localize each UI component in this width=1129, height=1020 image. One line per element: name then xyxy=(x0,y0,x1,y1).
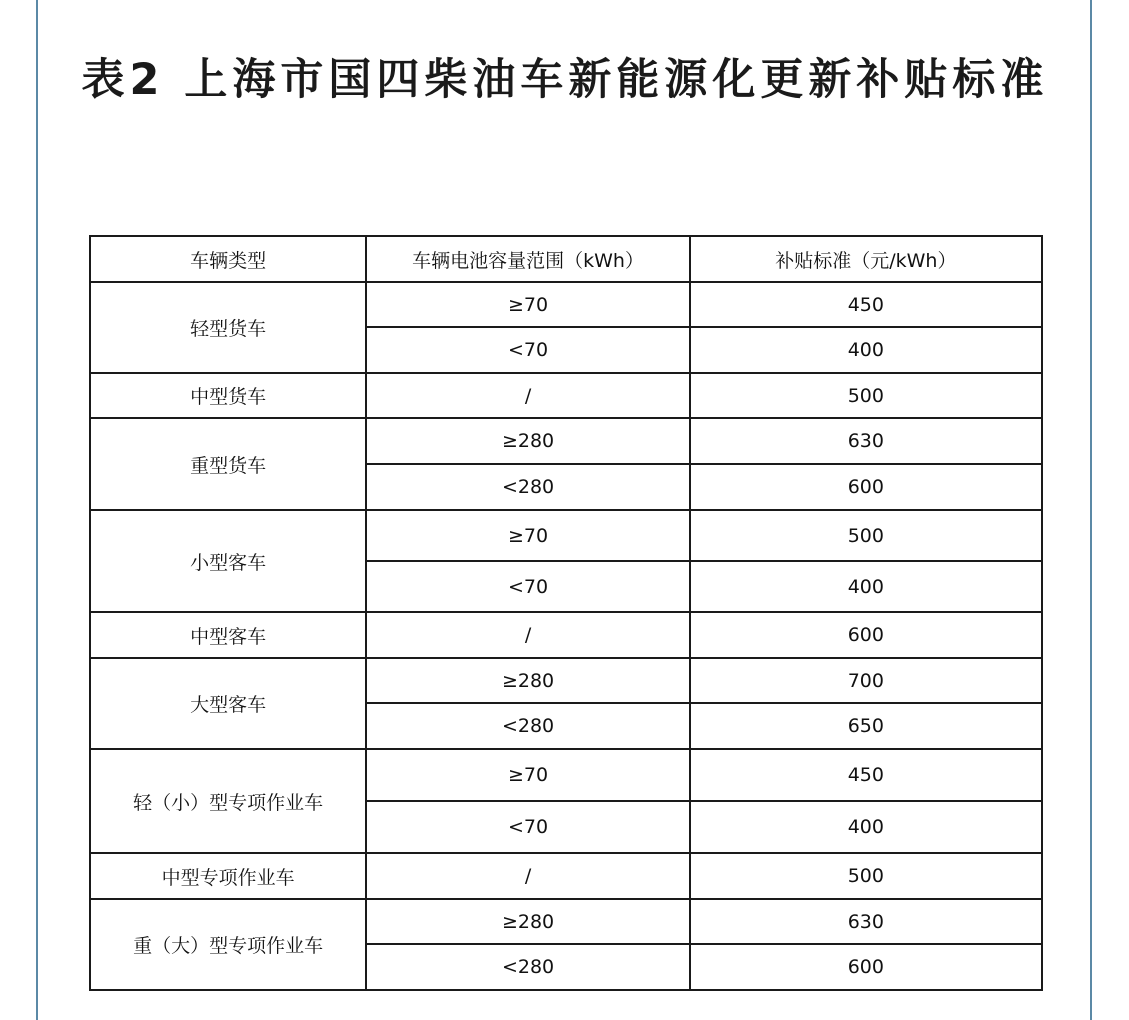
header-subsidy-standard: 补贴标准（元/kWh） xyxy=(690,236,1042,282)
table-row xyxy=(90,510,1042,561)
subsidy-value-cell: 400 xyxy=(690,327,1042,373)
table-header-row xyxy=(90,236,1042,282)
subsidy-value-cell: 600 xyxy=(690,464,1042,510)
vehicle-type-cell: 中型客车 xyxy=(90,612,366,658)
subsidy-value-cell: 400 xyxy=(690,801,1042,853)
battery-range-cell: <70 xyxy=(366,327,689,373)
header-vehicle-type: 车辆类型 xyxy=(90,236,366,282)
battery-range-cell: <280 xyxy=(366,703,689,749)
vehicle-type-cell: 小型客车 xyxy=(90,510,366,612)
subsidy-value-cell: 650 xyxy=(690,703,1042,749)
header-battery-range: 车辆电池容量范围（kWh） xyxy=(366,236,689,282)
vehicle-type-cell: 重型货车 xyxy=(90,418,366,510)
subsidy-value-cell: 500 xyxy=(690,510,1042,561)
vehicle-type-cell: 轻型货车 xyxy=(90,282,366,373)
battery-range-cell: <70 xyxy=(366,561,689,612)
frame-right-border xyxy=(1090,0,1092,1020)
table-title: 表2 上海市国四柴油车新能源化更新补贴标准 xyxy=(81,55,1049,105)
subsidy-table xyxy=(89,235,1043,991)
subsidy-value-cell: 500 xyxy=(690,373,1042,418)
table-body xyxy=(90,282,1042,990)
battery-range-cell: ≥70 xyxy=(366,282,689,327)
frame-left-border xyxy=(36,0,38,1020)
battery-range-cell: ≥280 xyxy=(366,658,689,703)
subsidy-value-cell: 400 xyxy=(690,561,1042,612)
vehicle-type-cell: 中型货车 xyxy=(90,373,366,418)
battery-range-cell: ≥70 xyxy=(366,510,689,561)
vehicle-type-cell: 轻（小）型专项作业车 xyxy=(90,749,366,853)
battery-range-cell: <70 xyxy=(366,801,689,853)
battery-range-cell: ≥280 xyxy=(366,418,689,464)
battery-range-cell: ≥280 xyxy=(366,899,689,944)
table-row xyxy=(90,418,1042,464)
battery-range-cell: <280 xyxy=(366,944,689,990)
subsidy-value-cell: 450 xyxy=(690,749,1042,801)
table-row xyxy=(90,282,1042,327)
subsidy-value-cell: 500 xyxy=(690,853,1042,899)
table-row xyxy=(90,612,1042,658)
table-row xyxy=(90,373,1042,418)
subsidy-value-cell: 700 xyxy=(690,658,1042,703)
vehicle-type-cell: 中型专项作业车 xyxy=(90,853,366,899)
vehicle-type-cell: 大型客车 xyxy=(90,658,366,749)
table-row xyxy=(90,749,1042,801)
subsidy-value-cell: 630 xyxy=(690,418,1042,464)
battery-range-cell: ≥70 xyxy=(366,749,689,801)
battery-range-cell: / xyxy=(366,373,689,418)
battery-range-cell: / xyxy=(366,612,689,658)
subsidy-value-cell: 600 xyxy=(690,612,1042,658)
vehicle-type-cell: 重（大）型专项作业车 xyxy=(90,899,366,990)
table-row xyxy=(90,853,1042,899)
subsidy-value-cell: 600 xyxy=(690,944,1042,990)
subsidy-value-cell: 630 xyxy=(690,899,1042,944)
battery-range-cell: <280 xyxy=(366,464,689,510)
table-row xyxy=(90,658,1042,703)
battery-range-cell: / xyxy=(366,853,689,899)
subsidy-value-cell: 450 xyxy=(690,282,1042,327)
table-row xyxy=(90,899,1042,944)
